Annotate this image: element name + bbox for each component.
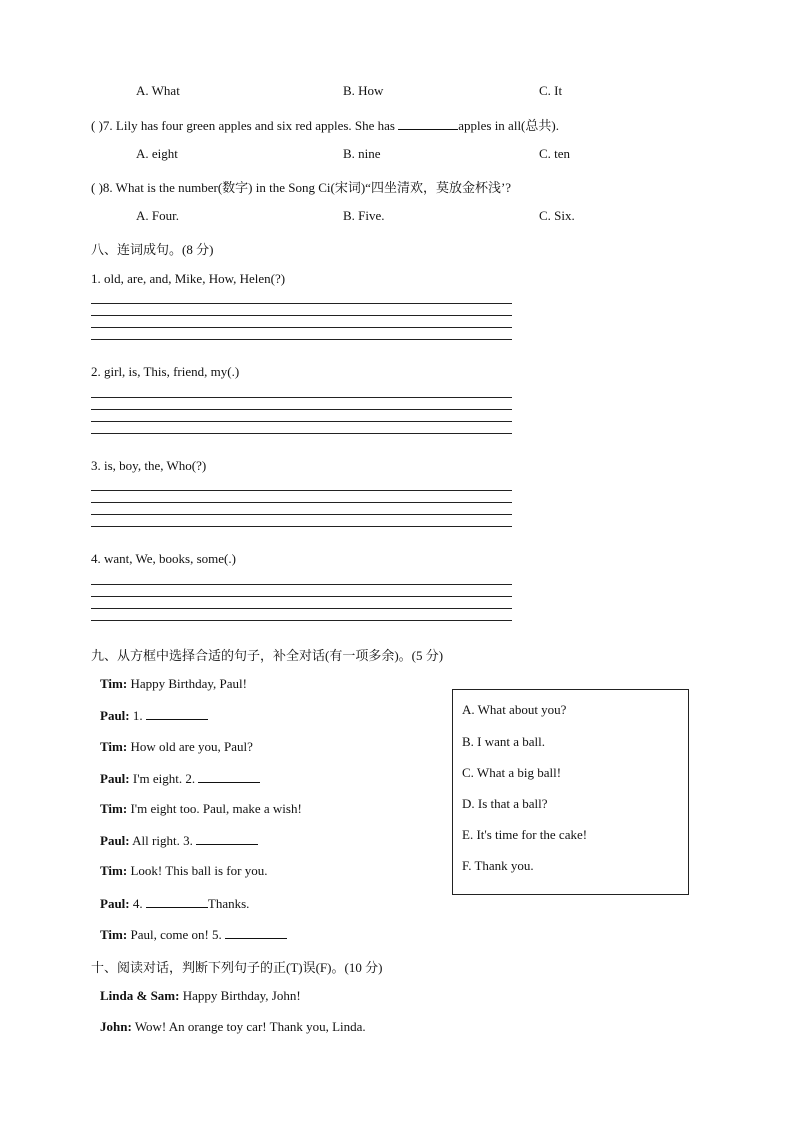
q6-option-b: B. How <box>343 83 384 98</box>
q6-option-a: A. What <box>136 83 180 98</box>
section10-heading: 十、阅读对话，判断下列句子的正(T)误(F)。(10 分) <box>91 960 383 975</box>
q8-text: 8. What is the number(数字) in the Song Ci(宋词)“四坐清欢，莫放金杯浅’? <box>102 180 512 195</box>
dialogue-text: I'm eight. 2. <box>132 771 196 786</box>
dialogue-text: Happy Birthday, Paul! <box>130 676 247 691</box>
speaker-name: Linda & Sam: <box>100 988 180 1003</box>
dialogue-text: Paul, come on! 5. <box>130 927 222 942</box>
dialogue-line <box>100 707 208 724</box>
dialogue-text: Look! This ball is for you. <box>130 863 268 878</box>
answer-blank-4 <box>146 895 208 908</box>
q8-option-b: B. Five. <box>343 208 385 223</box>
dialogue-line <box>100 926 287 943</box>
answer-line <box>91 608 512 609</box>
answer-line <box>91 433 512 434</box>
dialogue-text: Happy Birthday, John! <box>182 988 301 1003</box>
q8-answer-paren: ( ) <box>91 180 103 195</box>
speaker-name: Tim: <box>100 676 128 691</box>
option-d: D. Is that a ball? <box>462 796 548 811</box>
answer-line <box>91 303 512 304</box>
section8-heading: 八、连词成句。(8 分) <box>91 242 214 257</box>
dialogue-line <box>100 676 247 692</box>
speaker-name: Paul: <box>100 771 130 786</box>
answer-line <box>91 327 512 328</box>
speaker-name: Paul: <box>100 833 130 848</box>
answer-line <box>91 315 512 316</box>
q7-text-after: apples in all(总共). <box>458 118 559 133</box>
answer-line <box>91 620 512 621</box>
q7-answer-paren: ( ) <box>91 118 103 133</box>
answer-line <box>91 397 512 398</box>
dialogue-line <box>100 801 302 817</box>
answer-blank-3 <box>196 832 258 845</box>
answer-line <box>91 409 512 410</box>
answer-line <box>91 421 512 422</box>
answer-line <box>91 514 512 515</box>
q7-blank <box>398 117 458 130</box>
answer-blank-5 <box>225 926 287 939</box>
q6-option-c: C. It <box>539 83 563 98</box>
dialogue-line <box>100 895 249 912</box>
speaker-name: Tim: <box>100 863 128 878</box>
q8-option-a: A. Four. <box>136 208 179 223</box>
dialogue-line <box>100 863 267 879</box>
answer-blank-1 <box>146 707 208 720</box>
dialogue-text: How old are you, Paul? <box>130 739 253 754</box>
dialogue-text: All right. 3. <box>132 833 193 848</box>
q8-option-c: C. Six. <box>539 208 575 223</box>
answer-line <box>91 596 512 597</box>
q7-text-before: 7. Lily has four green apples and six red apples. She has <box>102 118 395 133</box>
dialogue-text: Wow! An orange toy car! Thank you, Linda. <box>134 1019 366 1034</box>
dialogue-line <box>100 988 301 1004</box>
answer-line <box>91 339 512 340</box>
answer-line <box>91 526 512 527</box>
section8-item-3: 3. is, boy, the, Who(?) <box>91 458 207 473</box>
dialogue-text-after: Thanks. <box>207 896 250 911</box>
q7-option-a: A. eight <box>136 146 178 161</box>
option-a: A. What about you? <box>462 702 567 717</box>
dialogue-line <box>100 1019 366 1035</box>
dialogue-text: I'm eight too. Paul, make a wish! <box>130 801 302 816</box>
dialogue-text: 1. <box>132 708 143 723</box>
option-e: E. It's time for the cake! <box>462 827 588 842</box>
section8-item-4: 4. want, We, books, some(.) <box>91 551 236 566</box>
dialogue-line <box>100 739 253 755</box>
speaker-name: Tim: <box>100 801 128 816</box>
q7-question <box>91 115 559 134</box>
dialogue-line <box>100 770 260 787</box>
dialogue-text: 4. <box>132 896 143 911</box>
dialogue-line <box>100 832 258 849</box>
speaker-name: Tim: <box>100 739 128 754</box>
option-f: F. Thank you. <box>462 858 534 873</box>
speaker-name: John: <box>100 1019 132 1034</box>
q7-option-c: C. ten <box>539 146 571 161</box>
section8-item-1: 1. old, are, and, Mike, How, Helen(?) <box>91 271 286 286</box>
answer-line <box>91 584 512 585</box>
option-c: C. What a big ball! <box>462 765 562 780</box>
answer-line <box>91 490 512 491</box>
section9-heading: 九、从方框中选择合适的句子，补全对话(有一项多余)。(5 分) <box>91 648 444 663</box>
answer-line <box>91 502 512 503</box>
speaker-name: Paul: <box>100 896 130 911</box>
q8-question <box>91 177 511 196</box>
option-b: B. I want a ball. <box>462 734 546 749</box>
speaker-name: Paul: <box>100 708 130 723</box>
q7-option-b: B. nine <box>343 146 381 161</box>
section8-item-2: 2. girl, is, This, friend, my(.) <box>91 364 240 379</box>
speaker-name: Tim: <box>100 927 128 942</box>
answer-blank-2 <box>198 770 260 783</box>
